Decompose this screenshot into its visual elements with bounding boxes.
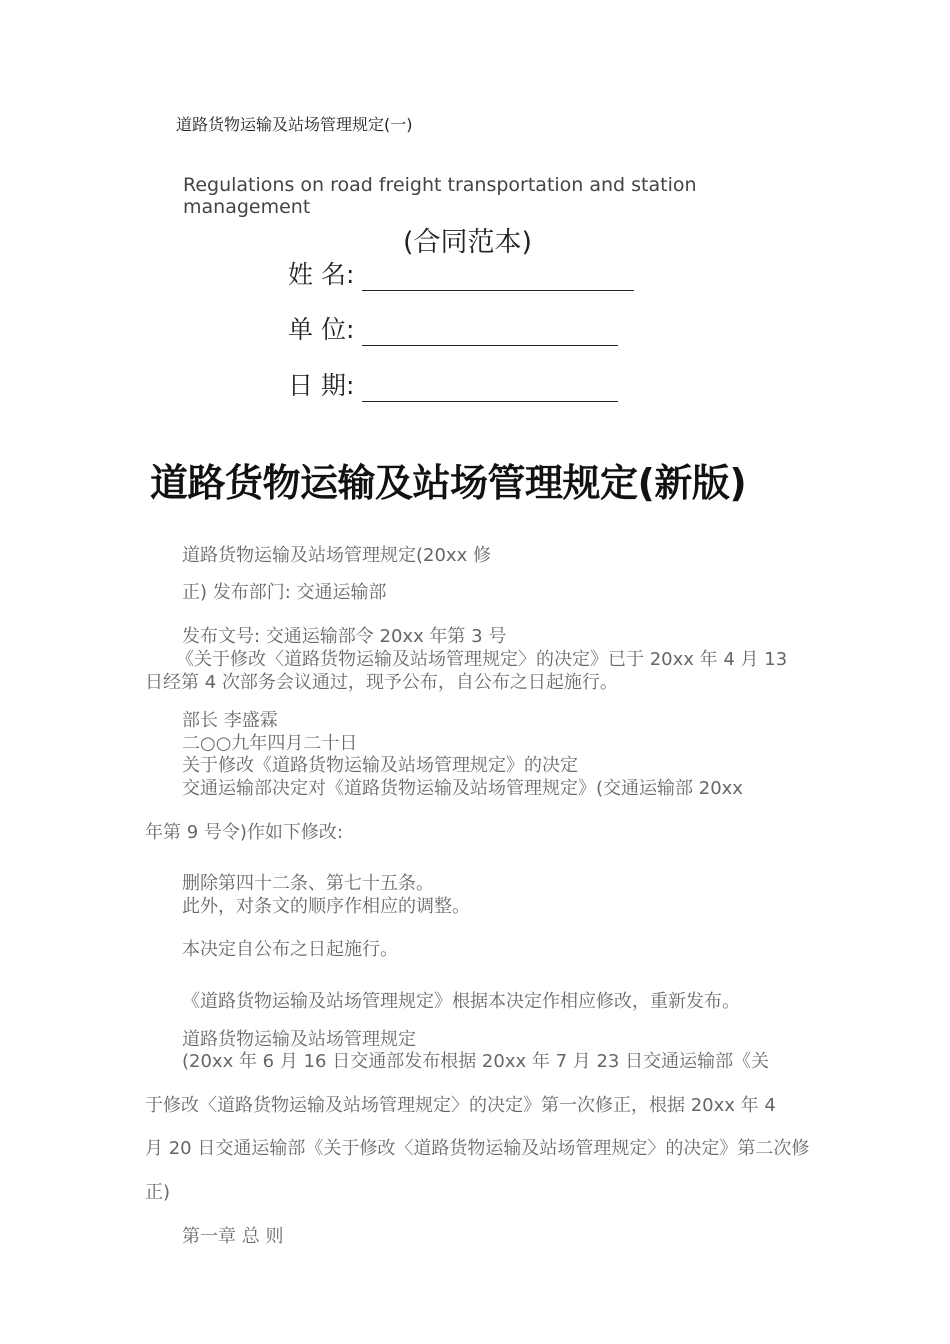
main-title: 道路货物运输及站场管理规定(新版) <box>150 461 747 505</box>
body-line: 道路货物运输及站场管理规定 <box>182 1029 416 1050</box>
body-line: 二○○九年四月二十日 <box>182 733 358 754</box>
unit-label: 单 位: <box>288 315 355 344</box>
body-line: 发布文号: 交通运输部令 20xx 年第 3 号 <box>182 626 507 647</box>
name-blank-line <box>362 262 634 291</box>
english-title: Regulations on road freight transportation and station management <box>183 174 697 218</box>
body-line: 正) 发布部门: 交通运输部 <box>182 582 387 603</box>
header-title: 道路货物运输及站场管理规定(一) <box>176 115 413 134</box>
body-line: 正) <box>145 1182 171 1203</box>
body-line: 道路货物运输及站场管理规定(20xx 修 <box>182 545 491 566</box>
body-line: 年第 9 号令)作如下修改: <box>145 822 343 843</box>
name-label: 姓 名: <box>288 260 355 289</box>
unit-blank-line <box>362 317 618 346</box>
name-field <box>288 255 634 291</box>
chapter-heading: 第一章 总 则 <box>182 1226 284 1247</box>
contract-label: (合同范本) <box>403 227 533 258</box>
body-line: 本决定自公布之日起施行。 <box>182 939 398 960</box>
body-line: 删除第四十二条、第七十五条。 <box>182 873 434 894</box>
body-line: 关于修改《道路货物运输及站场管理规定》的决定 <box>182 755 578 776</box>
body-line: 此外，对条文的顺序作相应的调整。 <box>182 896 470 917</box>
body-line: 部长 李盛霖 <box>182 710 278 731</box>
unit-field <box>288 310 618 346</box>
date-field <box>288 366 618 402</box>
body-line: 日经第 4 次部务会议通过，现予公布，自公布之日起施行。 <box>145 672 618 693</box>
body-line: 《道路货物运输及站场管理规定》根据本决定作相应修改，重新发布。 <box>182 991 740 1012</box>
body-line: (20xx 年 6 月 16 日交通部发布根据 20xx 年 7 月 23 日交通运输部《关 <box>182 1051 770 1072</box>
body-line: 于修改〈道路货物运输及站场管理规定〉的决定》第一次修正，根据 20xx 年 4 <box>145 1095 776 1116</box>
body-line: 《关于修改〈道路货物运输及站场管理规定〉的决定》已于 20xx 年 4 月 13 <box>176 649 788 670</box>
body-line: 交通运输部决定对《道路货物运输及站场管理规定》(交通运输部 20xx <box>182 778 743 799</box>
date-label: 日 期: <box>288 371 355 400</box>
date-blank-line <box>362 373 618 402</box>
body-line: 月 20 日交通运输部《关于修改〈道路货物运输及站场管理规定〉的决定》第二次修 <box>145 1138 810 1159</box>
